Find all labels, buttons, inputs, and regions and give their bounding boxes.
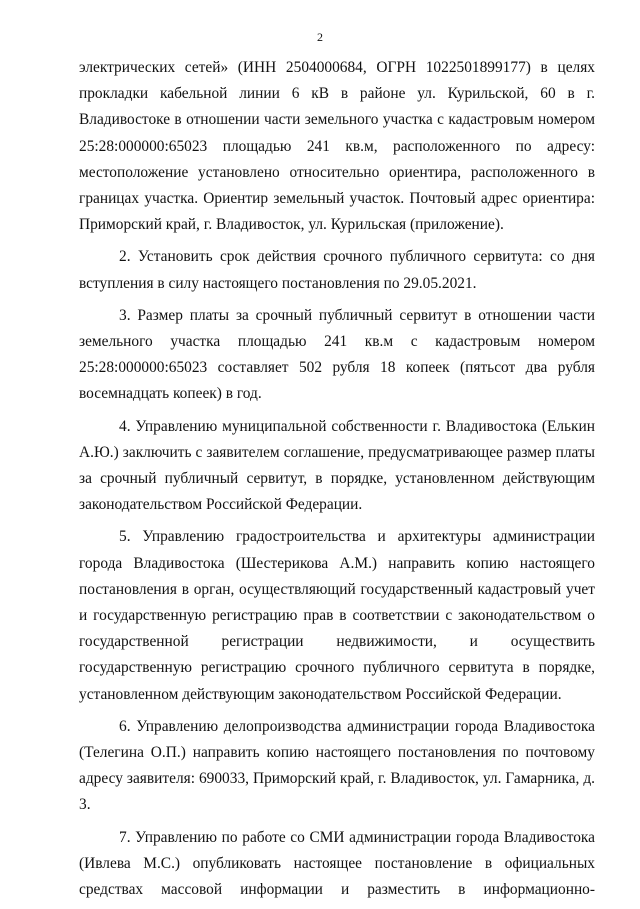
- document-body: [79, 55, 595, 909]
- page-number: 2: [317, 30, 323, 44]
- paragraph-4-municipal-property: 4. Управлению муниципальной собственности г. Владивостока (Елькин А.Ю.) заключить с заявителем соглашение, предусматривающее размер платы за срочный публичный сервитут, в порядке, установленном действующим законодательством Российской Федерации.: [79, 417, 595, 514]
- paragraph-2-servitude-term: 2. Установить срок действия срочного публичного сервитута: со дня вступления в силу настоящего постановления по 29.05.2021.: [79, 248, 595, 292]
- paragraph-6-records-management: 6. Управлению делопроизводства администрации города Владивостока (Телегина О.П.) направить копию настоящего постановления по почтовому адресу заявителя: 690033, Приморский край, г. Владивосток, ул. Гамарника, д. 3.: [79, 717, 595, 814]
- paragraph-3-payment-amount: 3. Размер платы за срочный публичный сервитут в отношении части земельного участка площадью 241 кв.м с кадастровым номером 25:28:000000:65023 составляет 502 рубля 18 копеек (пятьсот два рубля восемнадцать копеек) в год.: [79, 306, 595, 403]
- paragraph-5-urban-planning: 5. Управлению градостроительства и архитектуры администрации города Владивостока (Шестерикова А.М.) направить копию настоящего постановления в орган, осуществляющий государственный кадастровый учет и государственную регистрацию прав в соответствии с законодательством о государственной регистрации недвижимости, и осуществить государственную регистрацию срочного публичного сервитута в порядке, установленном действующим законодательством Российской Федерации.: [79, 528, 595, 703]
- paragraph-7-media-relations: 7. Управлению по работе со СМИ администрации города Владивостока (Ивлева М.С.) опубликовать настоящее постановление в официальных средствах массовой информации и разместить в информационно-: [79, 828, 595, 899]
- paragraph-1-continuation: электрических сетей» (ИНН 2504000684, ОГРН 1022501899177) в целях прокладки кабельной линии 6 кВ в районе ул. Курильской, 60 в г. Владивостоке в отношении части земельного участка с кадастровым номером 25:28:000000:65023 площадью 241 кв.м, расположенного по адресу: местоположение установлено относительно ориентира, расположенного в границах участка. Ориентир земельный участок. Почтовый адрес ориентира: Приморский край, г. Владивосток, ул. Курильская (приложение).: [79, 59, 595, 234]
